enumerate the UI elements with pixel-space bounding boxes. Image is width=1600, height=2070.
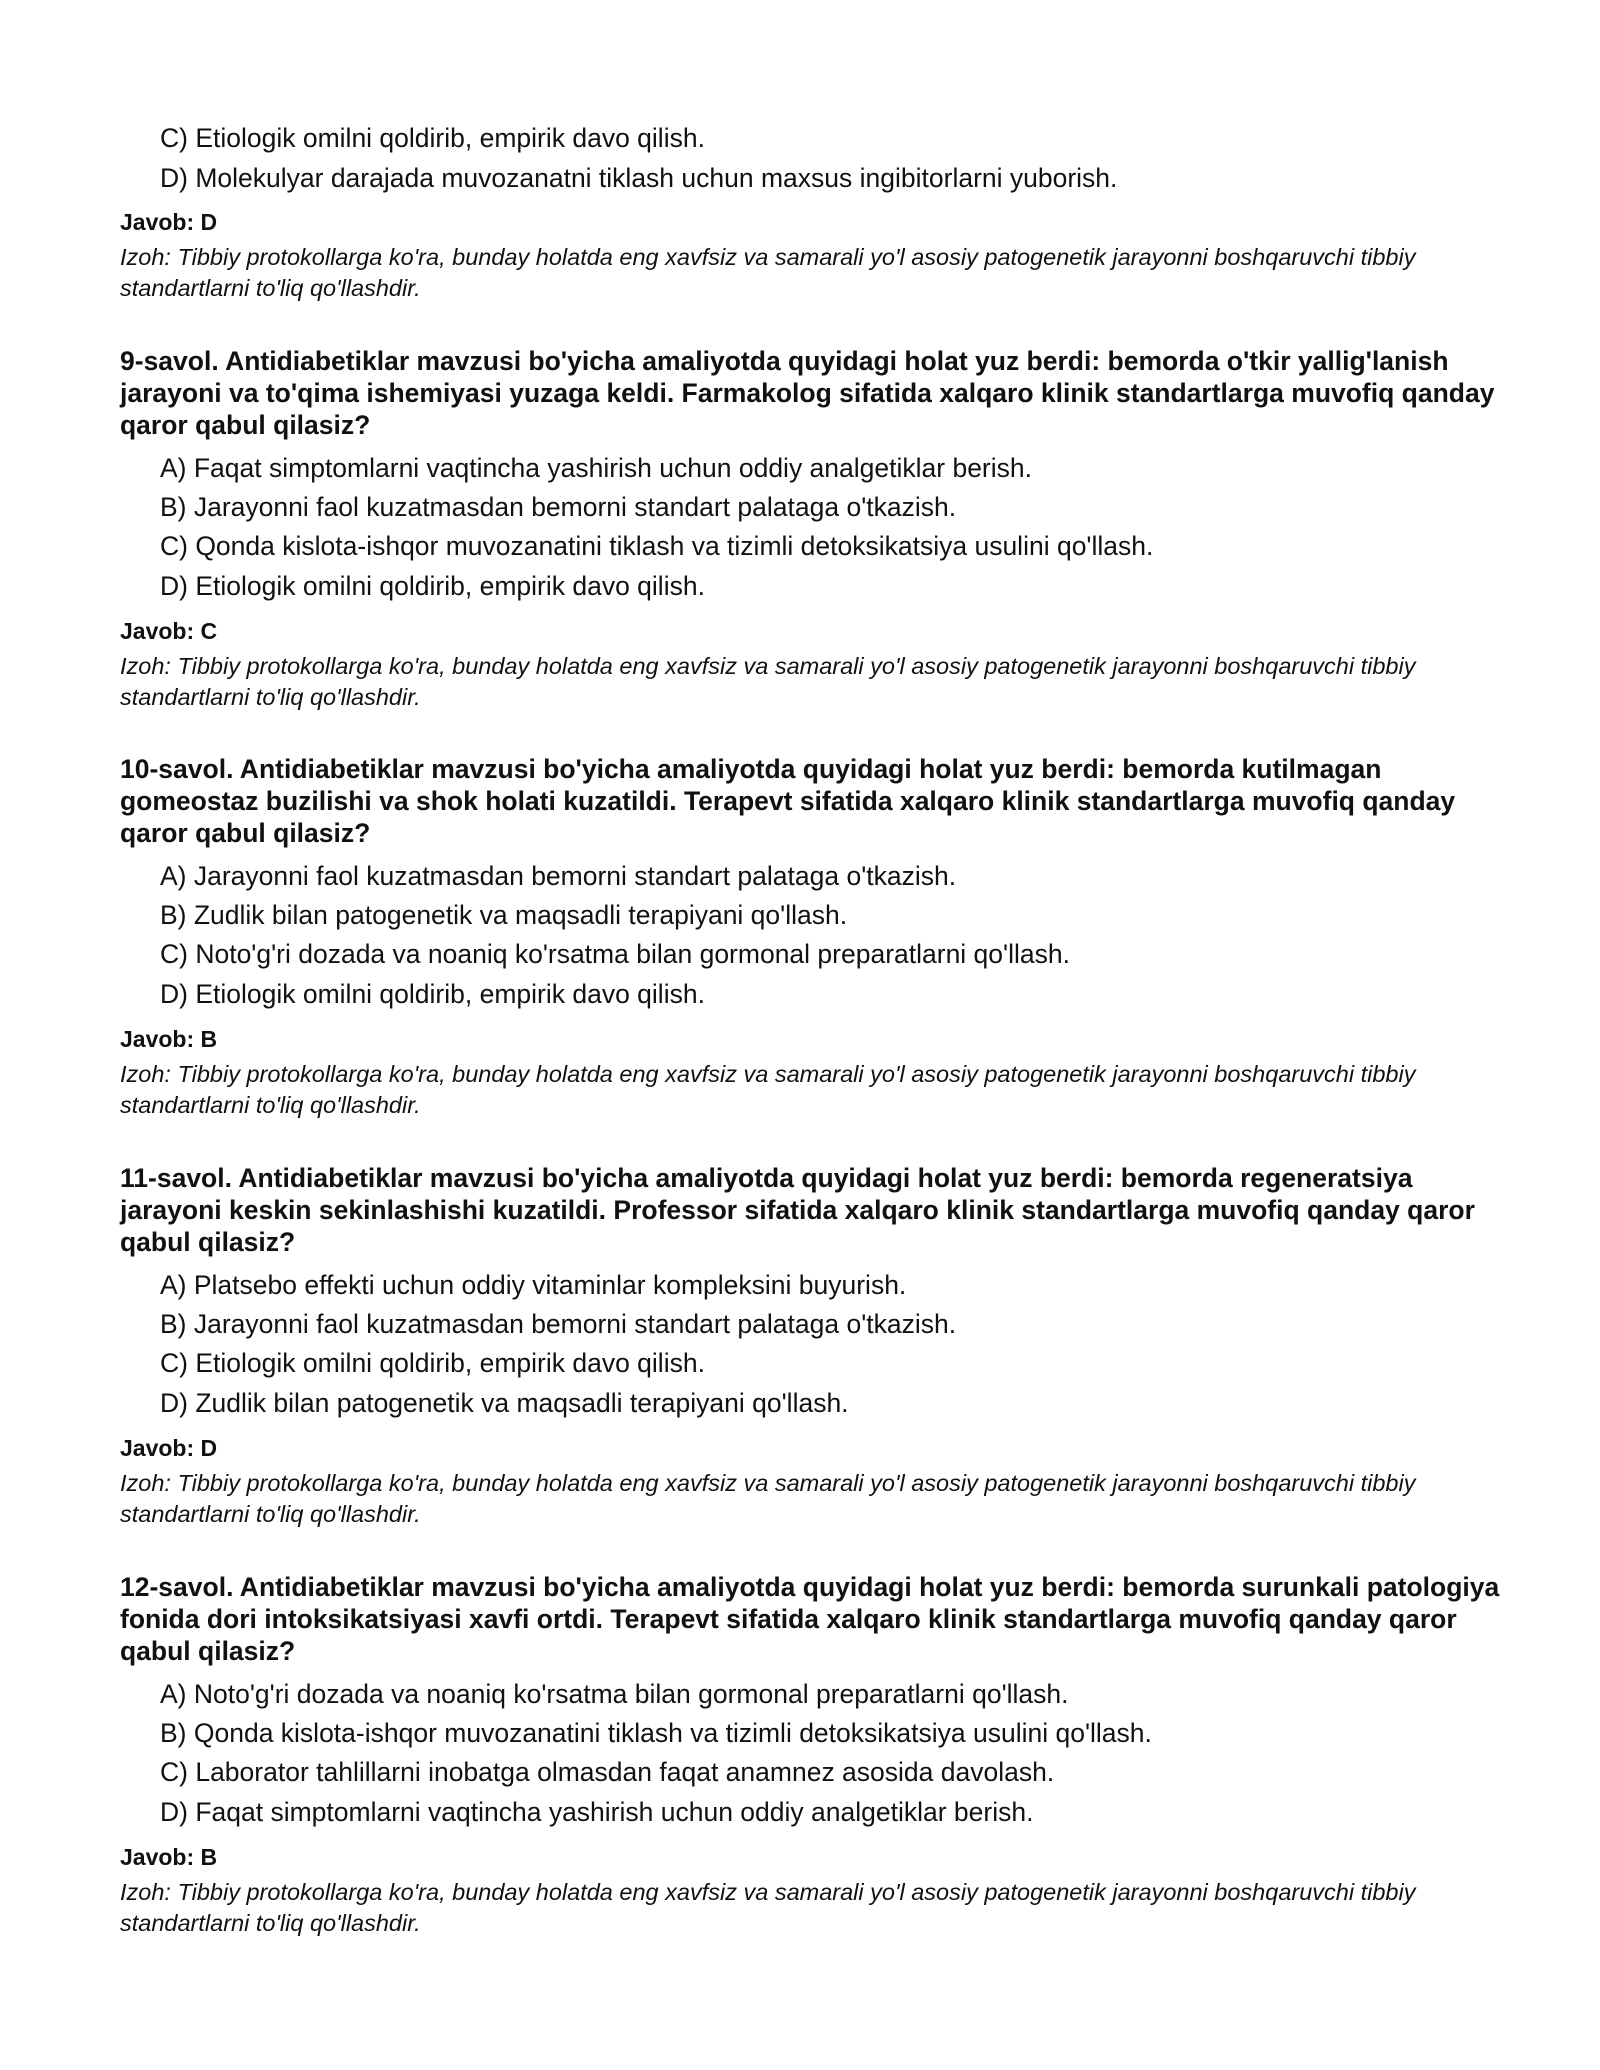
answer-option-c: C) Qonda kislota-ishqor muvozanatini tiklash va tizimli detoksikatsiya usulini qo'llash. [160,531,1154,561]
answer-option-c: C) Etiologik omilni qoldirib, empirik davo qilish. [160,123,705,153]
explanation-note: Izoh: Tibbiy protokollarga ko'ra, bunday holatda eng xavfsiz va samarali yo'l asosiy patogenetik jarayonni boshqaruvchi tibbiy standartlarni to'liq qo'llashdir. [120,1061,1416,1118]
answer-option-d: D) Etiologik omilni qoldirib, empirik davo qilish. [160,979,705,1009]
question-title: 11-savol. Antidiabetiklar mavzusi bo'yicha amaliyotda quyidagi holat yuz berdi: bemorda regeneratsiya jarayoni keskin sekinlashishi kuzatildi. Professor sifatida xalqaro klinik standartlarga muvofiq qanday qaror qabul qilasiz? [120,1163,1475,1257]
answer-option-d: D) Etiologik omilni qoldirib, empirik davo qilish. [160,571,705,601]
correct-answer: Javob: B [120,1844,218,1870]
answer-option-b: B) Jarayonni faol kuzatmasdan bemorni standart palataga o'tkazish. [160,1309,957,1339]
question-title: 12-savol. Antidiabetiklar mavzusi bo'yicha amaliyotda quyidagi holat yuz berdi: bemorda surunkali patologiya fonida dori intoksikatsiyasi xavfi ortdi. Terapevt sifatida xalqaro klinik standartlarga muvofiq qanday qaror qabul qilasiz? [120,1572,1500,1666]
correct-answer: Javob: D [120,209,218,235]
question-title: 9-savol. Antidiabetiklar mavzusi bo'yicha amaliyotda quyidagi holat yuz berdi: bemorda o'tkir yallig'lanish jarayoni va to'qima ishemiyasi yuzaga keldi. Farmakolog sifatida xalqaro klinik standartlarga muvofiq qanday qaror qabul qilasiz? [120,346,1495,440]
answer-option-c: C) Laborator tahlillarni inobatga olmasdan faqat anamnez asosida davolash. [160,1757,1055,1787]
answer-option-b: B) Qonda kislota-ishqor muvozanatini tiklash va tizimli detoksikatsiya usulini qo'llash. [160,1718,1152,1748]
answer-option-d: D) Molekulyar darajada muvozanatni tiklash uchun maxsus ingibitorlarni yuborish. [160,163,1118,193]
answer-option-d: D) Zudlik bilan patogenetik va maqsadli terapiyani qo'llash. [160,1388,849,1418]
explanation-note: Izoh: Tibbiy protokollarga ko'ra, bunday holatda eng xavfsiz va samarali yo'l asosiy patogenetik jarayonni boshqaruvchi tibbiy standartlarni to'liq qo'llashdir. [120,1879,1416,1936]
question-title: 10-savol. Antidiabetiklar mavzusi bo'yicha amaliyotda quyidagi holat yuz berdi: bemorda kutilmagan gomeostaz buzilishi va shok holati kuzatildi. Terapevt sifatida xalqaro klinik standartlarga muvofiq qanday qaror qabul qilasiz? [120,754,1456,848]
answer-option-a: A) Jarayonni faol kuzatmasdan bemorni standart palataga o'tkazish. [160,861,957,891]
explanation-note: Izoh: Tibbiy protokollarga ko'ra, bunday holatda eng xavfsiz va samarali yo'l asosiy patogenetik jarayonni boshqaruvchi tibbiy standartlarni to'liq qo'llashdir. [120,244,1416,301]
correct-answer: Javob: B [120,1026,218,1052]
answer-option-b: B) Jarayonni faol kuzatmasdan bemorni standart palataga o'tkazish. [160,492,957,522]
correct-answer: Javob: D [120,1435,218,1461]
answer-option-b: B) Zudlik bilan patogenetik va maqsadli terapiyani qo'llash. [160,900,848,930]
answer-option-c: C) Noto'g'ri dozada va noaniq ko'rsatma bilan gormonal preparatlarni qo'llash. [160,939,1070,969]
answer-option-a: A) Platsebo effekti uchun oddiy vitaminlar kompleksini buyurish. [160,1270,907,1300]
explanation-note: Izoh: Tibbiy protokollarga ko'ra, bunday holatda eng xavfsiz va samarali yo'l asosiy patogenetik jarayonni boshqaruvchi tibbiy standartlarni to'liq qo'llashdir. [120,1470,1416,1527]
answer-option-a: A) Noto'g'ri dozada va noaniq ko'rsatma bilan gormonal preparatlarni qo'llash. [160,1679,1069,1709]
answer-option-d: D) Faqat simptomlarni vaqtincha yashirish uchun oddiy analgetiklar berish. [160,1797,1034,1827]
answer-option-a: A) Faqat simptomlarni vaqtincha yashirish uchun oddiy analgetiklar berish. [160,453,1032,483]
explanation-note: Izoh: Tibbiy protokollarga ko'ra, bunday holatda eng xavfsiz va samarali yo'l asosiy patogenetik jarayonni boshqaruvchi tibbiy standartlarni to'liq qo'llashdir. [120,653,1416,710]
correct-answer: Javob: C [120,618,218,644]
answer-option-c: C) Etiologik omilni qoldirib, empirik davo qilish. [160,1348,705,1378]
